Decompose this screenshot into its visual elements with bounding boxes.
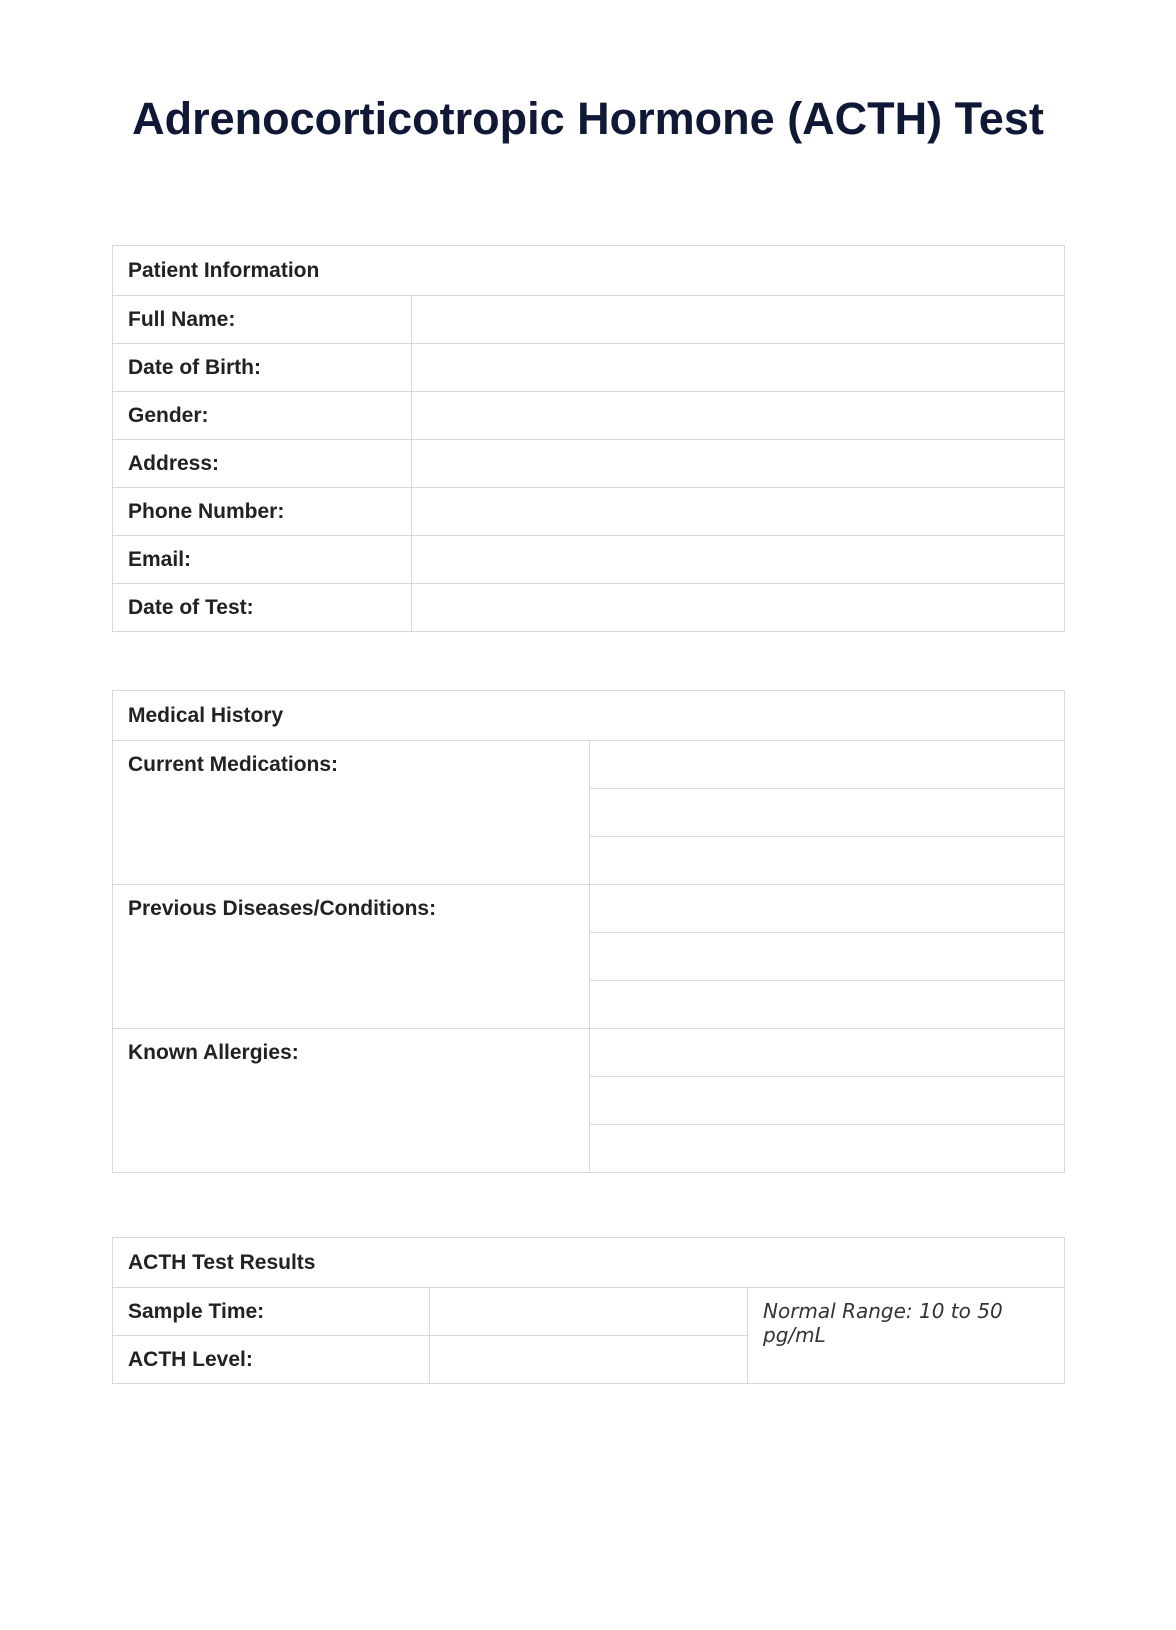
form-row xyxy=(113,1029,1065,1077)
form-row xyxy=(113,440,1065,488)
address-field[interactable] xyxy=(412,440,1065,488)
form-row xyxy=(113,584,1065,632)
sample-time-field[interactable] xyxy=(430,1288,748,1336)
medical-history-table xyxy=(112,690,1065,1173)
full-name-field[interactable] xyxy=(412,296,1065,344)
patient-information-table xyxy=(112,245,1065,632)
field-label: ACTH Level: xyxy=(113,1336,430,1384)
acth-test-results-heading: ACTH Test Results xyxy=(113,1238,1065,1288)
field-label: Previous Diseases/Conditions: xyxy=(113,885,590,1029)
form-row xyxy=(113,296,1065,344)
email-field[interactable] xyxy=(412,536,1065,584)
acth-test-results-table xyxy=(112,1237,1065,1384)
field-label: Known Allergies: xyxy=(113,1029,590,1173)
previous-diseases-field-3[interactable] xyxy=(590,981,1065,1029)
medical-history-heading: Medical History xyxy=(113,691,1065,741)
field-label: Full Name: xyxy=(113,296,412,344)
gender-field[interactable] xyxy=(412,392,1065,440)
field-label: Sample Time: xyxy=(113,1288,430,1336)
patient-information-heading: Patient Information xyxy=(113,246,1065,296)
field-label: Date of Birth: xyxy=(113,344,412,392)
current-medications-field-3[interactable] xyxy=(590,837,1065,885)
acth-level-field[interactable] xyxy=(430,1336,748,1384)
form-row xyxy=(113,344,1065,392)
phone-number-field[interactable] xyxy=(412,488,1065,536)
form-row xyxy=(113,741,1065,789)
field-label: Address: xyxy=(113,440,412,488)
field-label: Gender: xyxy=(113,392,412,440)
known-allergies-field-3[interactable] xyxy=(590,1125,1065,1173)
section-header-row xyxy=(113,246,1065,296)
form-row xyxy=(113,536,1065,584)
page-title: Adrenocorticotropic Hormone (ACTH) Test xyxy=(132,93,1044,144)
field-label: Date of Test: xyxy=(113,584,412,632)
known-allergies-field-1[interactable] xyxy=(590,1029,1065,1077)
date-of-test-field[interactable] xyxy=(412,584,1065,632)
field-label: Phone Number: xyxy=(113,488,412,536)
form-row xyxy=(113,488,1065,536)
section-header-row xyxy=(113,1238,1065,1288)
current-medications-field-2[interactable] xyxy=(590,789,1065,837)
form-row xyxy=(113,392,1065,440)
date-of-birth-field[interactable] xyxy=(412,344,1065,392)
form-row xyxy=(113,1288,1065,1336)
normal-range-note: Normal Range: 10 to 50 pg/mL xyxy=(748,1288,1065,1384)
form-row xyxy=(113,885,1065,933)
known-allergies-field-2[interactable] xyxy=(590,1077,1065,1125)
field-label: Current Medications: xyxy=(113,741,590,885)
current-medications-field-1[interactable] xyxy=(590,741,1065,789)
section-header-row xyxy=(113,691,1065,741)
previous-diseases-field-1[interactable] xyxy=(590,885,1065,933)
previous-diseases-field-2[interactable] xyxy=(590,933,1065,981)
field-label: Email: xyxy=(113,536,412,584)
